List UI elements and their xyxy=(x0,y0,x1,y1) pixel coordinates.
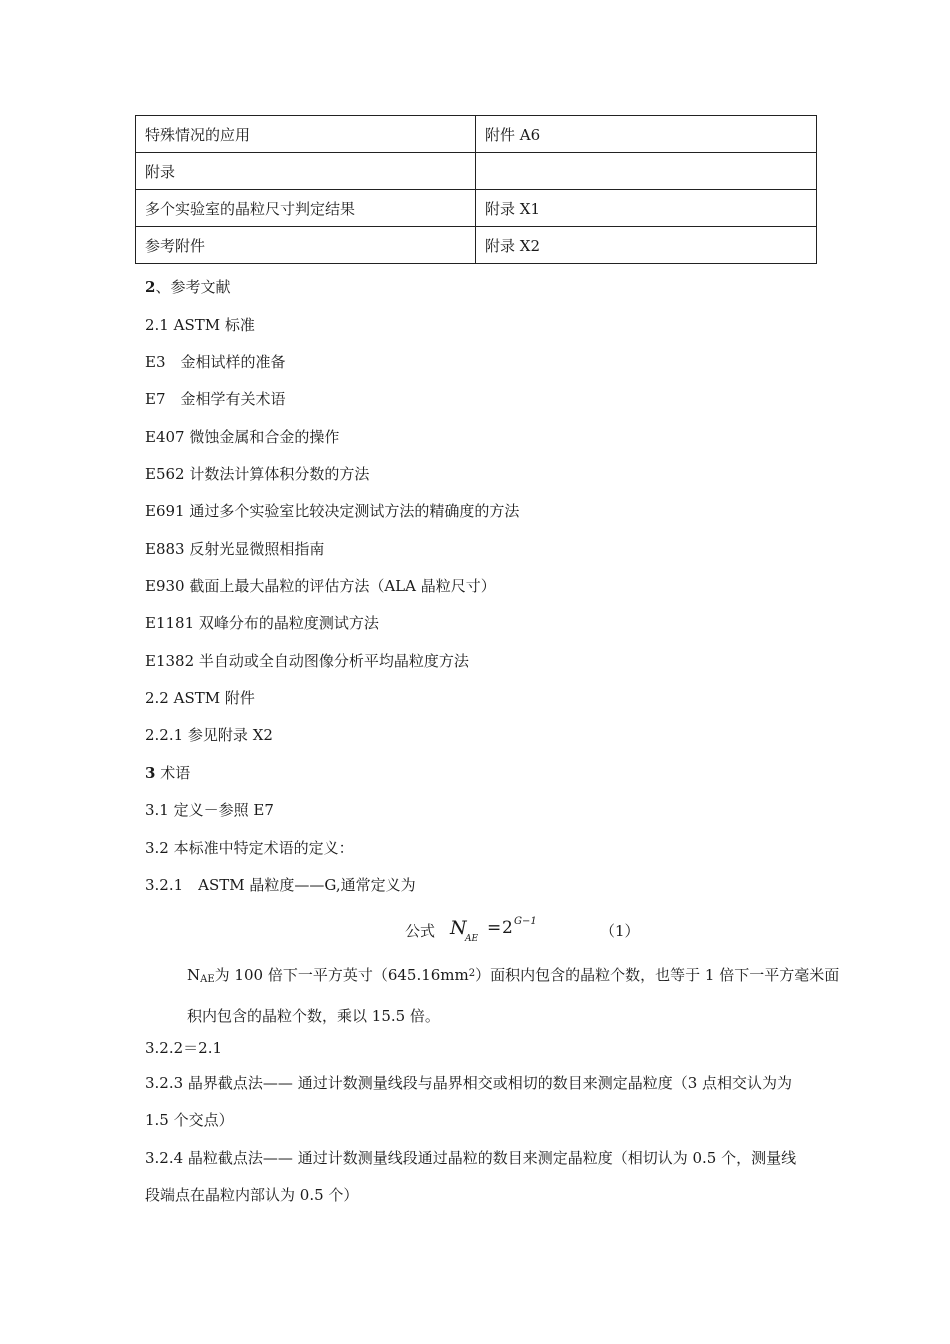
formula-exponent: G−1 xyxy=(514,916,537,927)
nae-subscript: AE xyxy=(200,974,215,985)
subsection-2-2-1: 2.2.1 参见附录 X2 xyxy=(145,726,273,744)
formula-subscript: AE xyxy=(465,934,479,944)
subsection-3-2-1: 3.2.1 ASTM 晶粒度——G,通常定义为 xyxy=(145,876,416,894)
nae-symbol: N xyxy=(187,966,201,984)
reference-item: E1181 双峰分布的晶粒度测试方法 xyxy=(145,614,379,632)
reference-item: E562 计数法计算体积分数的方法 xyxy=(145,465,370,483)
reference-item: E883 反射光显微照相指南 xyxy=(145,540,325,558)
table-cell-item: 附录 xyxy=(136,153,476,190)
reference-item: E1382 半自动或全自动图像分析平均晶粒度方法 xyxy=(145,652,469,670)
formula-label: 公式 xyxy=(405,922,436,940)
subsection-3-1: 3.1 定义－参照 E7 xyxy=(145,801,274,819)
subsection-3-2: 3.2 本标准中特定术语的定义： xyxy=(145,839,354,857)
nae-definition-paragraph xyxy=(145,955,852,1035)
reference-item: E930 截面上最大晶粒的评估方法（ALA 晶粒尺寸） xyxy=(145,577,496,595)
table-cell-ref: 附录 X1 xyxy=(476,190,817,227)
superscript: 2 xyxy=(468,968,476,979)
section-number: 2 xyxy=(145,278,156,296)
subsection-3-2-4: 3.2.4 晶粒截点法—— 通过计数测量线段通过晶粒的数目来测定晶粒度（相切认为 0.5 个，测量线段端点在晶粒内部认为 0.5 个） xyxy=(145,1149,797,1204)
reference-item: E7 金相学有关术语 xyxy=(145,390,286,408)
section-number: 3 xyxy=(145,764,156,782)
contents-table xyxy=(135,115,817,264)
table-cell-ref xyxy=(476,153,817,190)
section-title: 、参考文献 xyxy=(155,278,231,296)
reference-item: E407 微蚀金属和合金的操作 xyxy=(145,428,340,446)
formula-symbol: N xyxy=(450,917,467,939)
paragraph-text: ）面积内包含的晶粒个数，也等于 1 倍下一平方毫米面积内包含的晶粒个数，乘以 15.5 倍。 xyxy=(187,966,840,1025)
subsection-3-2-3: 3.2.3 晶界截点法—— 通过计数测量线段与晶界相交或相切的数目来测定晶粒度（3 点相交认为为 1.5 个交点） xyxy=(145,1074,793,1129)
table-row xyxy=(136,153,817,190)
table-row xyxy=(136,227,817,264)
section-2-heading xyxy=(145,277,230,297)
subsection-3-2-2: 3.2.2＝2.1 xyxy=(145,1039,223,1057)
formula-equals: = xyxy=(487,918,502,938)
table-cell-item: 特殊情况的应用 xyxy=(136,116,476,153)
reference-item: E3 金相试样的准备 xyxy=(145,353,286,371)
reference-item: E691 通过多个实验室比较决定测试方法的精确度的方法 xyxy=(145,502,520,520)
section-title: 术语 xyxy=(155,764,191,782)
formula-base: 2 xyxy=(502,918,513,938)
table-cell-item: 多个实验室的晶粒尺寸判定结果 xyxy=(136,190,476,227)
subsection-2-1: 2.1 ASTM 标准 xyxy=(145,316,255,334)
paragraph-text: 为 100 倍下一平方英寸（645.16mm xyxy=(214,966,469,984)
section-3-heading xyxy=(145,763,190,783)
table-cell-item: 参考附件 xyxy=(136,227,476,264)
table-cell-ref: 附件 A6 xyxy=(476,116,817,153)
table-row xyxy=(136,190,817,227)
table-row xyxy=(136,116,817,153)
table-cell-ref: 附录 X2 xyxy=(476,227,817,264)
subsection-2-2: 2.2 ASTM 附件 xyxy=(145,689,255,707)
formula-number: （1） xyxy=(600,922,640,940)
